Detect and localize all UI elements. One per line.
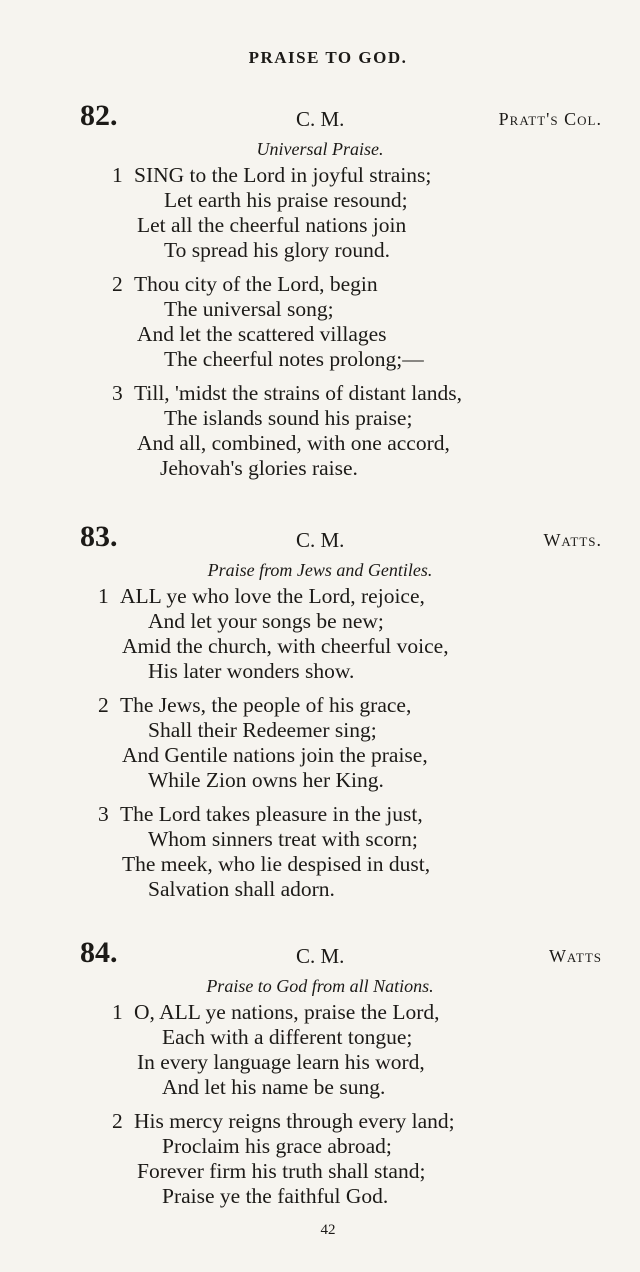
hymn-number: 84.: [80, 936, 118, 969]
hymn-82: [0, 98, 640, 481]
verse-text: The Jews, the people of his grace,: [120, 693, 412, 717]
stanza: [0, 693, 640, 793]
verse-line: [0, 381, 640, 406]
verse-line: The cheerful notes prolong;—: [164, 347, 424, 371]
verse-number: 2: [112, 272, 123, 296]
verse-line: Whom sinners treat with scorn;: [148, 827, 418, 851]
verse-line: Amid the church, with cheerful voice,: [122, 634, 449, 658]
verse-line: Salvation shall adorn.: [148, 877, 335, 901]
verse-number: 3: [98, 802, 109, 826]
page-number: 42: [320, 1222, 336, 1238]
hymn-tune-source: Watts.: [543, 530, 602, 550]
stanza: [0, 1109, 640, 1209]
verse-line: [0, 802, 640, 827]
verse-line: And let his name be sung.: [162, 1075, 386, 1099]
verse-number: 1: [112, 1000, 123, 1024]
verse-line: The meek, who lie despised in dust,: [122, 852, 431, 876]
verse-line: Forever firm his truth shall stand;: [137, 1159, 426, 1183]
verse-number: 1: [98, 584, 109, 608]
verse-line: And let your songs be new;: [148, 609, 384, 633]
verse-line: Let earth his praise resound;: [164, 188, 408, 212]
verse-line: Jehovah's glories raise.: [160, 456, 358, 480]
hymn-meter: C. M.: [296, 107, 345, 131]
hymn-meter: C. M.: [296, 944, 345, 968]
stanza: [0, 584, 640, 684]
verse-text: His mercy reigns through every land;: [134, 1109, 455, 1133]
verse-text: SING to the Lord in joyful strains;: [134, 163, 432, 187]
verse-line: [0, 693, 640, 718]
verse-text: O, ALL ye nations, praise the Lord,: [134, 1000, 440, 1024]
stanza: [0, 163, 640, 263]
verse-line: His later wonders show.: [148, 659, 355, 683]
hymn-83: [0, 519, 640, 902]
hymn-number: 82.: [80, 99, 118, 132]
verse-line: [0, 1000, 640, 1025]
verse-number: 2: [112, 1109, 123, 1133]
hymn-tune-source: Watts: [548, 946, 602, 966]
verse-line: Proclaim his grace abroad;: [162, 1134, 392, 1158]
verse-line: The universal song;: [164, 297, 334, 321]
hymn-tune-source: Pratt's Col.: [498, 109, 602, 129]
verse-text: Thou city of the Lord, begin: [134, 272, 378, 296]
verse-number: 3: [112, 381, 123, 405]
hymn-subtitle: Universal Praise.: [256, 139, 384, 159]
verse-text: Till, 'midst the strains of distant lands,: [134, 381, 462, 405]
stanza: [0, 1000, 640, 1100]
verse-line: [0, 584, 640, 609]
hymn-header: [0, 519, 640, 555]
verse-line: Shall their Redeemer sing;: [148, 718, 377, 742]
verse-line: While Zion owns her King.: [148, 768, 384, 792]
hymn-number: 83.: [80, 520, 118, 553]
verse-number: 2: [98, 693, 109, 717]
verse-line: In every language learn his word,: [137, 1050, 425, 1074]
verse-number: 1: [112, 163, 123, 187]
verse-line: And all, combined, with one accord,: [137, 431, 450, 455]
stanza: [0, 802, 640, 902]
hymn-subtitle: Praise from Jews and Gentiles.: [207, 560, 433, 580]
verse-line: Praise ye the faithful God.: [162, 1184, 389, 1208]
verse-line: The islands sound his praise;: [164, 406, 413, 430]
hymn-header: [0, 98, 640, 134]
verse-text: ALL ye who love the Lord, rejoice,: [120, 584, 425, 608]
verse-line: And let the scattered villages: [137, 322, 387, 346]
verse-line: [0, 272, 640, 297]
verse-text: The Lord takes pleasure in the just,: [120, 802, 423, 826]
verse-line: Each with a different tongue;: [162, 1025, 413, 1049]
stanza: [0, 381, 640, 481]
hymn-subtitle: Praise to God from all Nations.: [206, 976, 434, 996]
verse-line: [0, 163, 640, 188]
verse-line: To spread his glory round.: [164, 238, 391, 262]
verse-line: Let all the cheerful nations join: [137, 213, 407, 237]
verse-line: And Gentile nations join the praise,: [122, 743, 428, 767]
hymn-84: [0, 935, 640, 1209]
running-head: PRAISE TO GOD.: [248, 48, 408, 67]
hymn-meter: C. M.: [296, 528, 345, 552]
hymn-header: [0, 935, 640, 971]
stanza: [0, 272, 640, 372]
verse-line: [0, 1109, 640, 1134]
